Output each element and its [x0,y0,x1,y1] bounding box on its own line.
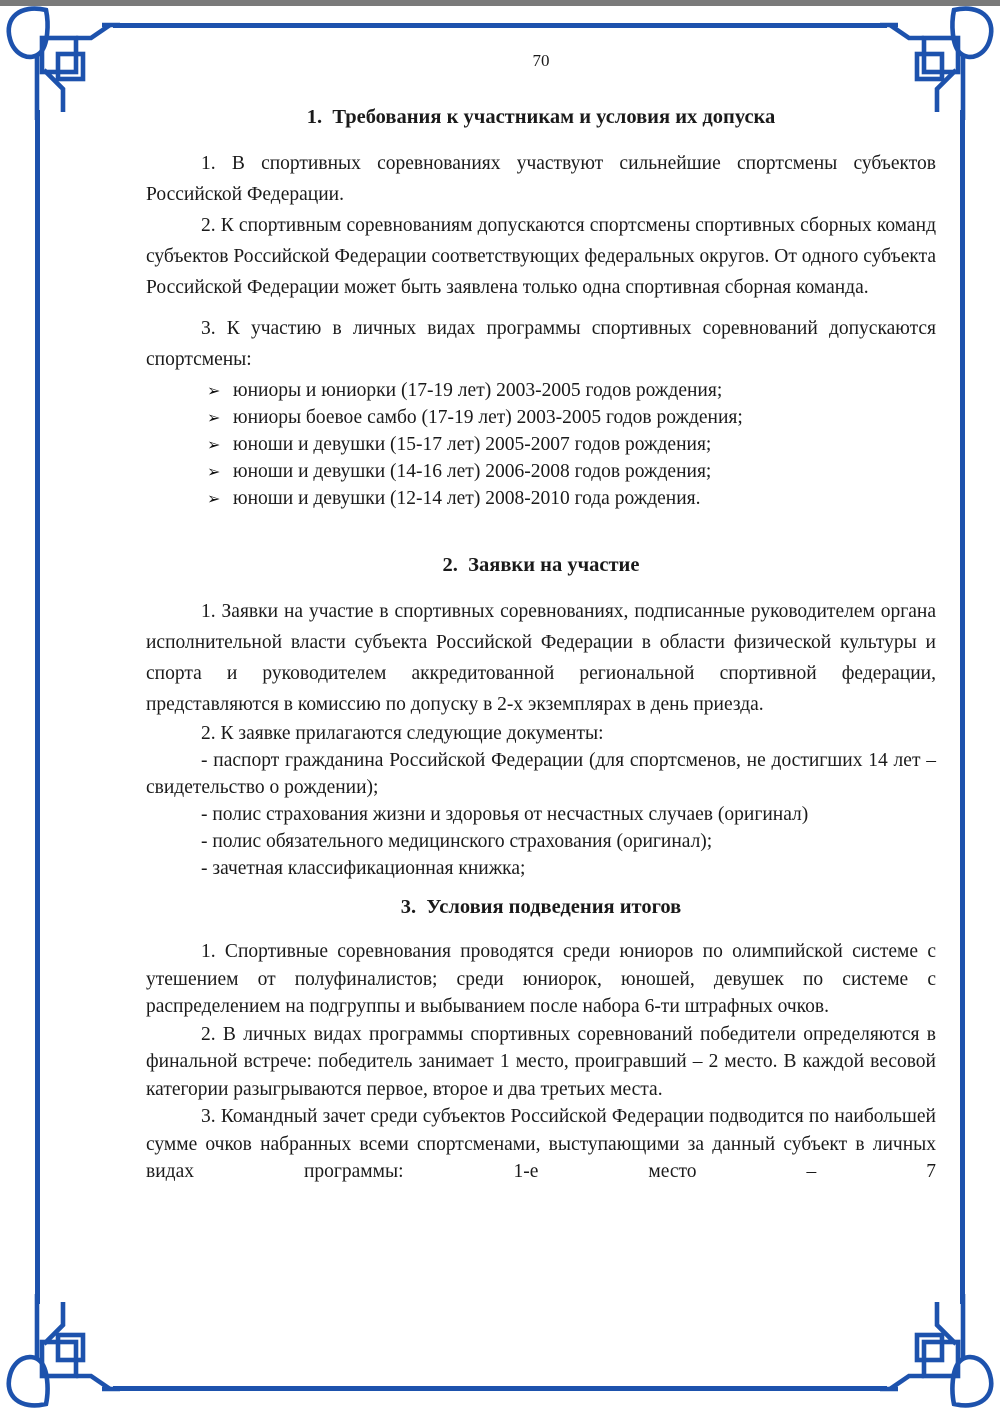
document-line: - полис обязательного медицинского страхования (оригинал); [201,831,713,852]
paragraph: 2. К заявке прилагаются следующие документы: [201,723,604,744]
required-documents-block [146,720,936,882]
paragraph: 3. Командный зачет среди субъектов Российской Федерации подводится по наибольшей сумме очков набранных всеми спортсменами, выступающими за данный субъект в личных видах программы: 1-е место – 7 [146,1106,936,1182]
paragraph: 1. В спортивных соревнованиях участвуют сильнейшие спортсмены субъектов Российской Федерации. [146,153,936,205]
page-number: 70 [532,51,550,70]
section-3-heading: 3. Условия подведения итогов [400,896,682,918]
section-1-heading: 1. Требования к участникам и условия их допуска [306,106,776,128]
list-item-text: юноши и девушки (14-16 лет) 2006-2008 годов рождения; [233,461,712,482]
list-item [207,377,936,404]
page-content [146,50,936,1186]
list-item [207,404,936,431]
paragraph: 3. К участию в личных видах программы спортивных соревнований допускаются спортсмены: [146,318,936,370]
paragraph: 1. Спортивные соревнования проводятся среди юниоров по олимпийской системе с утешением от полуфиналистов; среди юниорок, юношей, девушек по системе с распределением на подгруппы и выбыванием после набора 6-ти штрафных очков. [146,941,936,1017]
frame-border-bottom [113,1386,887,1391]
document-line: - зачетная классификационная книжка; [201,858,526,879]
list-item-text: юниоры боевое самбо (17-19 лет) 2003-2005 годов рождения; [233,407,743,428]
age-groups-list [146,377,936,512]
scan-edge-artifact [0,0,1000,6]
list-item-text: юноши и девушки (15-17 лет) 2005-2007 годов рождения; [233,434,712,455]
document-line: - паспорт гражданина Российской Федерации (для спортсменов, не достигших 14 лет – свидетельство о рождении); [146,750,936,798]
frame-border-right [960,110,965,1304]
paragraph: 1. Заявки на участие в спортивных соревнованиях, подписанные руководителем органа исполнительной власти субъекта Российской Федерации в области физической культуры и спорта и руководителем аккредитованной региональной спортивной федерации, представляются в комиссию по допуску в 2-х экземплярах в день приезда. [146,601,936,715]
corner-ornament-bottom-right [880,1294,998,1412]
corner-ornament-top-left [2,2,120,120]
document-line: - полис страхования жизни и здоровья от несчастных случаев (оригинал) [201,804,809,825]
frame-border-top [113,23,887,28]
list-item [207,485,936,512]
arrow-bullet-icon: ➢ [207,435,221,454]
section-2-heading: 2. Заявки на участие [442,554,640,576]
arrow-bullet-icon: ➢ [207,381,221,400]
corner-ornament-bottom-left [2,1294,120,1412]
arrow-bullet-icon: ➢ [207,462,221,481]
list-item-text: юноши и девушки (12-14 лет) 2008-2010 года рождения. [233,488,701,509]
frame-border-left [35,110,40,1304]
list-item [207,431,936,458]
arrow-bullet-icon: ➢ [207,489,221,508]
paragraph: 2. В личных видах программы спортивных соревнований победители определяются в финальной встрече: победитель занимает 1 место, проигравший – 2 место. В каждой весовой категории разыгрываются первое, второе и два третьих места. [146,1023,936,1100]
arrow-bullet-icon: ➢ [207,408,221,427]
paragraph: 2. К спортивным соревнованиям допускаются спортсмены спортивных сборных команд субъектов Российской Федерации соответствующих федеральных округов. От одного субъекта Российской Федерации может быть заявлена только одна спортивная сборная команда. [146,215,936,298]
list-item [207,458,936,485]
list-item-text: юниоры и юниорки (17-19 лет) 2003-2005 годов рождения; [233,380,723,401]
